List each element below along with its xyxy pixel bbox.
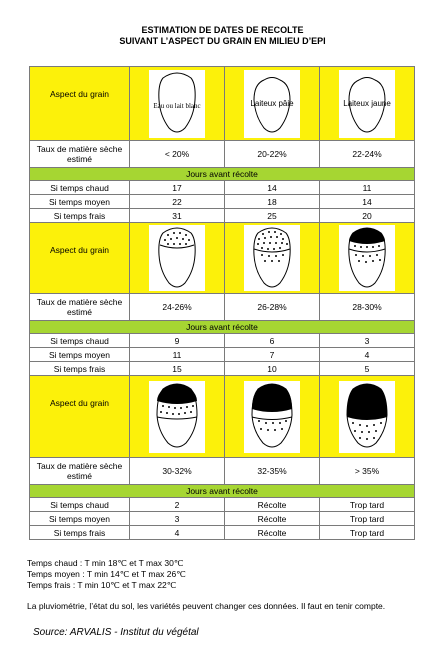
grain-text: Eau ou lait blanc — [153, 101, 201, 110]
frais-value: Récolte — [225, 526, 320, 540]
jours-label: Jours avant récolte — [30, 321, 415, 334]
chaud-value: Trop tard — [320, 498, 415, 512]
source-text: Source: ARVALIS - Institut du végétal — [33, 627, 199, 638]
legend-frais: Temps frais : T min 10℃ et T max 22℃ — [27, 580, 177, 590]
legend-moyen: Temps moyen : T min 14℃ et T max 26℃ — [27, 569, 186, 579]
title-line-1: ESTIMATION DE DATES DE RECOLTE — [141, 25, 304, 35]
taux-value: 22-24% — [320, 141, 415, 168]
moyen-value: 14 — [320, 195, 415, 209]
frais-label: Si temps frais — [30, 362, 130, 376]
frais-value: 25 — [225, 209, 320, 223]
aspect-label: Aspect du grain — [30, 223, 130, 294]
harvest-table — [29, 66, 415, 540]
grain-row-2 — [30, 223, 415, 294]
jours-label: Jours avant récolte — [30, 168, 415, 181]
chaud-value: 3 — [320, 334, 415, 348]
chaud-value: 2 — [130, 498, 225, 512]
moyen-row-3 — [30, 512, 415, 526]
aspect-label: Aspect du grain — [30, 67, 130, 141]
chaud-value: 14 — [225, 181, 320, 195]
taux-value: 28-30% — [320, 294, 415, 321]
legend-chaud: Temps chaud : T min 18℃ et T max 30℃ — [27, 558, 184, 568]
grain-cell — [130, 223, 225, 294]
frais-row-1 — [30, 209, 415, 223]
frais-value: 31 — [130, 209, 225, 223]
chaud-row-1 — [30, 181, 415, 195]
grain-text: Laiteux pâie — [250, 98, 294, 108]
moyen-label: Si temps moyen — [30, 348, 130, 362]
jours-header-1 — [30, 168, 415, 181]
moyen-value: 7 — [225, 348, 320, 362]
grain-icon — [244, 381, 300, 453]
grain-icon — [149, 381, 205, 453]
chaud-value: 11 — [320, 181, 415, 195]
chaud-value: Récolte — [225, 498, 320, 512]
taux-value: > 35% — [320, 458, 415, 485]
grain-text: Laiteux jaune — [343, 98, 391, 108]
moyen-label: Si temps moyen — [30, 195, 130, 209]
taux-row-3 — [30, 458, 415, 485]
frais-row-3 — [30, 526, 415, 540]
taux-value: 30-32% — [130, 458, 225, 485]
moyen-row-1 — [30, 195, 415, 209]
grain-icon — [244, 70, 300, 138]
chaud-label: Si temps chaud — [30, 334, 130, 348]
frais-value: 20 — [320, 209, 415, 223]
frais-label: Si temps frais — [30, 526, 130, 540]
grain-row-1 — [30, 67, 415, 141]
grain-icon — [149, 225, 205, 291]
grain-icon — [339, 225, 395, 291]
jours-label: Jours avant récolte — [30, 485, 415, 498]
moyen-value: 18 — [225, 195, 320, 209]
taux-label: Taux de matière sèche estimé — [30, 458, 130, 485]
jours-header-3 — [30, 485, 415, 498]
taux-row-1 — [30, 141, 415, 168]
taux-value: < 20% — [130, 141, 225, 168]
grain-cell — [320, 223, 415, 294]
chaud-value: 17 — [130, 181, 225, 195]
taux-value: 26-28% — [225, 294, 320, 321]
taux-value: 20-22% — [225, 141, 320, 168]
taux-row-2 — [30, 294, 415, 321]
taux-label: Taux de matière sèche estimé — [30, 294, 130, 321]
frais-row-2 — [30, 362, 415, 376]
grain-row-3 — [30, 376, 415, 458]
grain-cell — [225, 67, 320, 141]
frais-value: 5 — [320, 362, 415, 376]
moyen-value: 3 — [130, 512, 225, 526]
chaud-row-2 — [30, 334, 415, 348]
grain-cell — [320, 376, 415, 458]
grain-cell — [130, 376, 225, 458]
chaud-label: Si temps chaud — [30, 181, 130, 195]
moyen-value: 11 — [130, 348, 225, 362]
chaud-row-3 — [30, 498, 415, 512]
grain-icon — [339, 381, 395, 453]
frais-value: 15 — [130, 362, 225, 376]
title-line-2: SUIVANT L’ASPECT DU GRAIN EN MILIEU D’EPI — [119, 36, 326, 46]
frais-value: 4 — [130, 526, 225, 540]
taux-label: Taux de matière sèche estimé — [30, 141, 130, 168]
moyen-value: 4 — [320, 348, 415, 362]
frais-value: 10 — [225, 362, 320, 376]
taux-value: 24-26% — [130, 294, 225, 321]
grain-cell — [225, 376, 320, 458]
grain-icon — [244, 225, 300, 291]
aspect-label: Aspect du grain — [30, 376, 130, 458]
chaud-value: 9 — [130, 334, 225, 348]
grain-icon — [149, 70, 205, 138]
frais-value: Trop tard — [320, 526, 415, 540]
moyen-value: 22 — [130, 195, 225, 209]
moyen-row-2 — [30, 348, 415, 362]
note-text: La pluviométrie, l’état du sol, les variétés peuvent changer ces données. Il faut en tenir compte. — [27, 601, 386, 611]
grain-cell — [320, 67, 415, 141]
grain-cell — [225, 223, 320, 294]
taux-value: 32-35% — [225, 458, 320, 485]
moyen-value: Récolte — [225, 512, 320, 526]
jours-header-2 — [30, 321, 415, 334]
moyen-value: Trop tard — [320, 512, 415, 526]
grain-icon — [339, 70, 395, 138]
chaud-label: Si temps chaud — [30, 498, 130, 512]
frais-label: Si temps frais — [30, 209, 130, 223]
grain-cell — [130, 67, 225, 141]
chaud-value: 6 — [225, 334, 320, 348]
moyen-label: Si temps moyen — [30, 512, 130, 526]
